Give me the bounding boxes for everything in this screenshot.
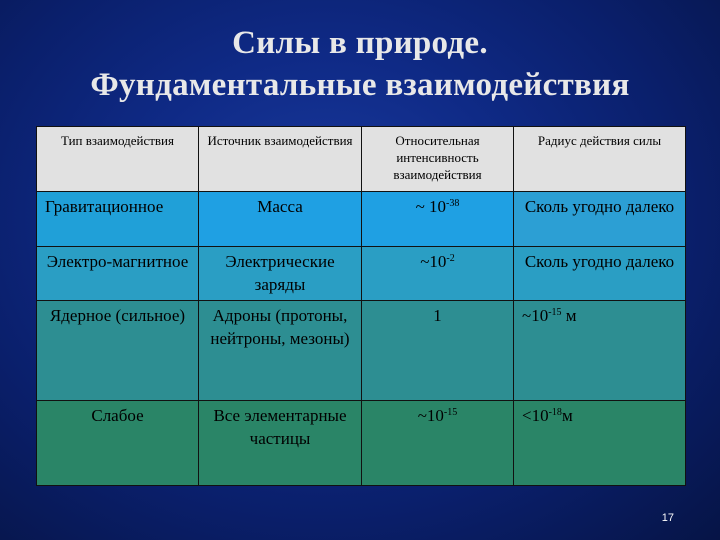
- cell-intensity: [362, 246, 514, 301]
- table-header-row: [37, 127, 686, 192]
- intensity-base: ~10: [417, 405, 444, 425]
- intensity-exponent: -15: [443, 406, 458, 418]
- table-row: [37, 246, 686, 301]
- cell-type: Слабое: [37, 400, 199, 485]
- cell-type: Электро-магнитное: [37, 246, 199, 301]
- cell-radius: [514, 301, 686, 400]
- table-row: [37, 400, 686, 485]
- header-intensity: Относительная интенсивность взаимодействия: [362, 127, 514, 192]
- header-radius: Радиус действия силы: [514, 127, 686, 192]
- radius-base: Сколь угодно далеко: [524, 196, 675, 216]
- title-line-1: Силы в природе.: [232, 25, 488, 61]
- cell-source: Электрические заряды: [199, 246, 362, 301]
- cell-source: Адроны (протоны, нейтроны, мезоны): [199, 301, 362, 400]
- cell-source: Все элементарные частицы: [199, 400, 362, 485]
- cell-radius: [514, 191, 686, 246]
- radius-base: <10: [522, 405, 549, 425]
- cell-radius: [514, 246, 686, 301]
- cell-type: Гравитационное: [37, 191, 199, 246]
- radius-exponent: -15: [548, 307, 562, 319]
- page-number: 17: [661, 512, 674, 524]
- cell-type: Ядерное (сильное): [37, 301, 199, 400]
- radius-base: Сколь угодно далеко: [524, 251, 675, 271]
- intensity-base: ~ 10: [415, 196, 447, 216]
- intensity-base: ~10: [420, 251, 447, 271]
- cell-intensity: [362, 400, 514, 485]
- cell-intensity: [362, 301, 514, 400]
- slide-title: [0, 22, 720, 106]
- cell-source: Масса: [199, 191, 362, 246]
- table-row: [37, 301, 686, 400]
- intensity-exponent: -2: [446, 252, 455, 264]
- intensity-base: 1: [433, 306, 442, 326]
- cell-intensity: [362, 191, 514, 246]
- header-source: Источник взаимодействия: [199, 127, 362, 192]
- radius-unit: м: [561, 405, 573, 425]
- intensity-exponent: -38: [446, 197, 460, 209]
- forces-table: [36, 126, 686, 486]
- radius-unit: м: [561, 306, 577, 326]
- cell-radius: [514, 400, 686, 485]
- title-line-2: Фундаментальные взаимодействия: [90, 67, 630, 103]
- radius-exponent: -18: [548, 406, 562, 418]
- radius-base: ~10: [522, 306, 549, 326]
- table-row: [37, 191, 686, 246]
- header-type: Тип взаимодействия: [37, 127, 199, 192]
